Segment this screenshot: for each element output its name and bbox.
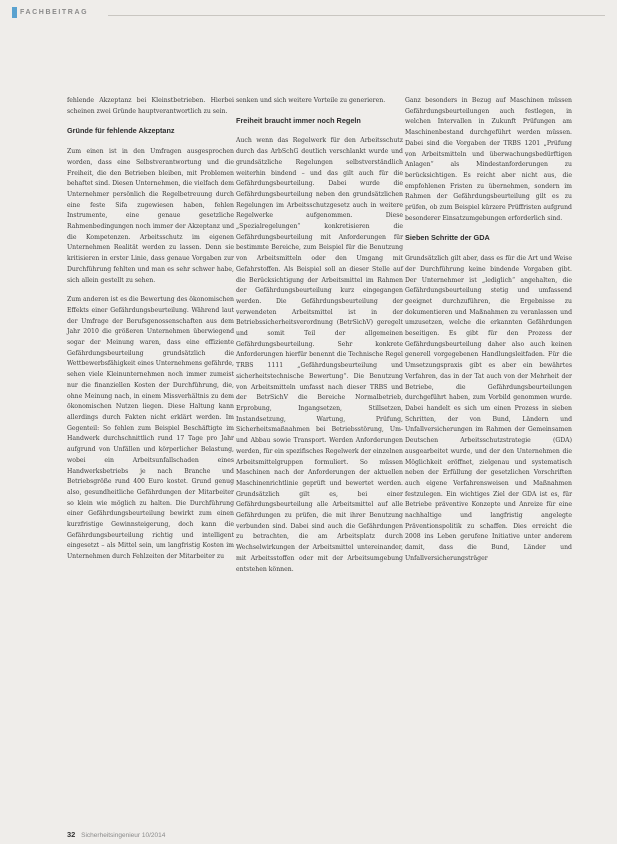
publication-name: Sicherheitsingenieur 10/2014	[81, 832, 166, 839]
paragraph: Ganz besonders in Bezug auf Maschinen müssen Gefährdungsbeurteilungen auch festlegen, in welchen Intervallen in Zukunft Prüfungen am Maschinenbestand durchgeführt werden müssen. Dabei sind die Vorgaben der TRBS 1201 „Prüfung von Arbeitsmitteln und überwachungsbedürftigen Anlagen“ als Mindestanforderungen zu berücksichtigen. Es reicht aber nicht aus, die empfohlenen Fristen zu übernehmen, sondern im Rahmen der Gefährdungsbeurteilung gilt es zu prüfen, ob zum Beispiel kürzere Prüffristen aufgrund besonderer Einsatzumgebungen erforderlich sind.	[405, 97, 572, 222]
section-rubric	[12, 6, 88, 18]
page-number: 32	[67, 830, 76, 839]
header-rule	[108, 15, 605, 16]
paragraph: Grundsätzlich gilt aber, dass es für die Art und Weise der Durchführung keine bindende Vorgaben gibt. Der Unternehmer ist „lediglich“ angehalten, die Gefährdungsbeurteilung stetig und umfassend geeignet durchzuführen, die Ergebnisse zu dokumentieren und Maßnahmen zu veranlassen und umzusetzen, welche die erkannten Gefährdungen beseitigen. Es gibt für den Prozess der Gefährdungsbeurteilung daher also auch keinen generell vorgegebenen Handlungsleitfaden. Für die Umsetzungspraxis gibt es aber ein bewährtes Verfahren, das in der Tat auch von der Mehrheit der Betriebe, die Gefährdungsbeurteilungen durchgeführt haben, zum Vorbild genommen wurde. Dabei handelt es sich um einen Prozess in sieben Schritten, der von Bund, Ländern und Unfallversicherungen im Rahmen der Gemeinsamen Deutschen Arbeitsschutzstrategie (GDA) ausgearbeitet wurde, und der den Unternehmen die Möglichkeit eröffnet, zielgenau und systematisch neben der Erfüllung der gesetzlichen Vorschriften auch eigene Verfahrensweisen und Maßnahmen festzulegen. Ein wichtiges Ziel der GDA ist es, für Betriebe präventive Konzepte und Anreize für eine nachhaltige und langfristig angelegte Präventionspolitik zu schaffen. Dies erreicht die 2008 ins Leben gerufene Initiative unter anderem damit, dass die Bund, Länder und Unfallversicherungsträger	[405, 255, 572, 562]
text-column-3	[405, 96, 572, 574]
page-footer	[67, 830, 165, 839]
paragraph: fehlende Akzeptanz bei Kleinstbetrieben. Hierbei scheinen zwei Gründe hauptverantwortlich zu sein.	[67, 97, 234, 115]
subheading: Freiheit braucht immer noch Regeln	[236, 115, 361, 125]
rubric-color-bar	[12, 7, 17, 18]
subheading: Gründe für fehlende Akzeptanz	[67, 126, 175, 136]
rubric-label: FACHBEITRAG	[20, 8, 89, 16]
paragraph: Zum anderen ist es die Bewertung des ökonomischen Effekts einer Gefährdungsbeurteilung. Während laut der Umfrage der Berufsgenossenschaften aus dem Jahr 2010 die größeren Unternehmen überwiegend sogar der Meinung waren, dass eine effiziente Gefährdungsbeurteilung grundsätzlich die Wettbewerbsfähigkeit eines Unternehmens gefährde, sehen viele Kleinunternehmen noch immer zumeist nur die finanziellen Kosten der Durchführung, die, ohne Meinung nach, in einem Missverhältnis zu dem ökonomischen Nutzen liegen. Diese Haltung kann allerdings durch Fakten nicht erklärt werden. Im Gegenteil: So fehlen zum Beispiel Beschäftigte im Handwerk durchschnittlich rund 17 Tage pro Jahr aufgrund von Unfällen und körperlicher Belastung, wobei ein Arbeitsunfallschaden eines Handwerksbetriebs je nach Branche und Betriebsgröße rund 400 Euro kostet. Grund genug also, gesundheitliche Gefährdungen der Mitarbeiter so klein wie möglich zu halten. Die Durchführung einer Gefährdungsbeurteilung bewirkt zum einen kurzfristige Gewinnsteigerung, doch kann die Gefährdungsbeurteilung richtig und intelligent eingesetzt – als Mittel sein, um langfristig Kosten im Unternehmen durch Fehlzeiten der Mitarbeiter zu	[67, 296, 234, 561]
paragraph: senken und sich weitere Vorteile zu generieren.	[236, 97, 386, 104]
text-column-2	[236, 96, 403, 584]
subheading: Sieben Schritte der GDA	[405, 233, 490, 243]
paragraph: Auch wenn das Regelwerk für den Arbeitsschutz durch das ArbSchG deutlich verschlankt wurde und grundsätzliche Regelungen selbstverständlich weiterhin bindend – und das gilt auch für die Gefährdungsbeurteilung. Dabei wurde die Gefährdungsbeurteilung neben den grundsätzlichen Regelungen im Arbeitsschutzgesetz auch in weitere Regelwerke aufgenommen. Diese „Spezialregelungen“ konkretisieren die Gefährdungsbeurteilung mit Anforderungen für bestimmte Bereiche, zum Beispiel für die Benutzung von Arbeitsmitteln oder den Umgang mit Gefahrstoffen. Als Beispiel soll an dieser Stelle auf die Berücksichtigung der Arbeitsmittel im Rahmen der Gefährdungsbeurteilung kurz eingegangen werden. Die Gefährdungsbeurteilung der verwendeten Arbeitsmittel ist in der Betriebssicherheitsverordnung (BetrSichV) geregelt und somit Teil der allgemeinen Gefährdungsbeurteilung. Sehr konkrete Anforderungen hierfür benennt die Technische Regel TRBS 1111 „Gefährdungsbeurteilung und sicherheitstechnische Bewertung“. Die Benutzung von Arbeitsmitteln umfasst nach dieser TRBS und der BetrSichV die Bereiche Normalbetrieb, Erprobung, Ingangsetzen, Stillsetzen, Instandsetzung, Wartung, Prüfung, Sicherheitsmaßnahmen bei Betriebsstörung, Um- und Abbau sowie Transport. Werden Anforderungen werden, für ein spezifisches Regelwerk der einzelnen Arbeitsmittelgruppen formuliert. So müssen Maschinen nach der Anforderungen der aktuellen Maschinenrichtlinie geprüft und bewertet werden. Grundsätzlich gilt es, bei einer Gefährdungsbeurteilung alle Arbeitsmittel auf alle Gefährdungen zu prüfen, die mit ihrer Benutzung verbunden sind. Dabei sind auch die Gefährdungen zu betrachten, die am Arbeitsplatz durch Wechselwirkungen der Arbeitsmittel untereinander, mit Arbeitsstoffen oder mit der Arbeitsumgebung entstehen können.	[236, 137, 403, 573]
paragraph: Zum einen ist in den Umfragen ausgesprochen worden, dass eine Selbstverantwortung und die Freiheit, die den Betrieben bleiben, mit Problemen behaftet sind. Diesen Unternehmen, die vielfach dem Unternehmer persönlich die Regelbetreuung durch eine feste Sifa zugewiesen haben, fehlen Instrumente, eine genaue gesetzliche Rahmenbedingungen noch immer der Akzeptanz und die Kompetenzen. Arbeitsschutz im eigenen Unternehmen Realität werden zu lassen. Denn sie kritisieren in erster Linie, dass genaue Vorgaben zur Durchführung fehlten und man es sehr schwer habe, sich allein gestellt zu sehen.	[67, 148, 234, 284]
text-column-1	[67, 96, 234, 572]
